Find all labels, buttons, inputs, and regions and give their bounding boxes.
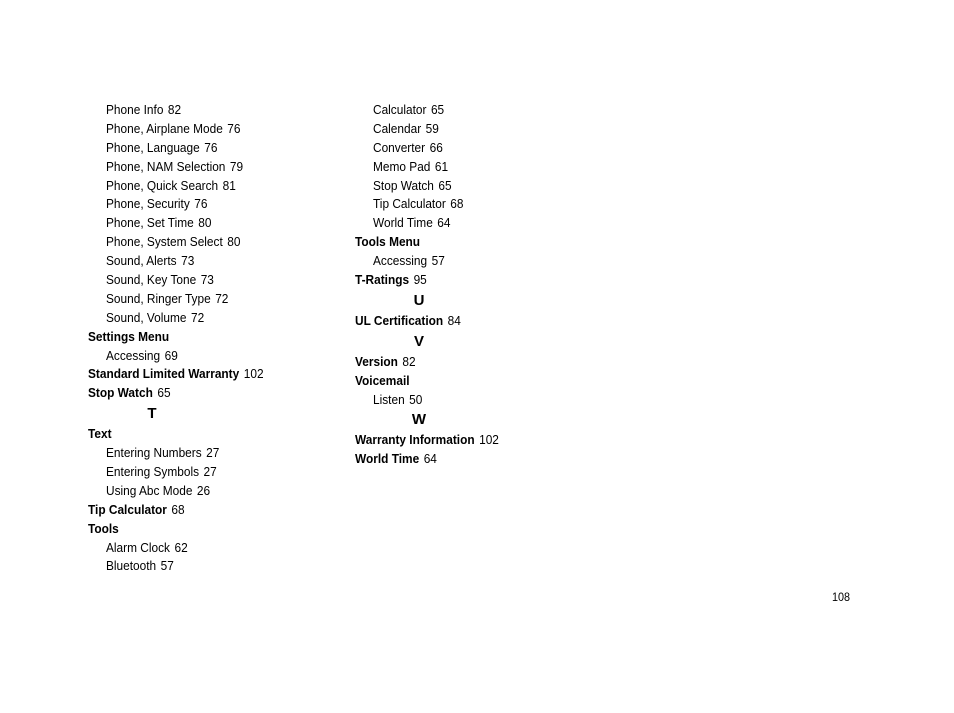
index-term: Settings Menu xyxy=(88,328,170,344)
index-page-ref: 76 xyxy=(204,139,218,155)
index-subentry xyxy=(88,290,304,309)
index-section-letter: W xyxy=(411,411,427,429)
index-page-ref: 57 xyxy=(160,558,174,574)
index-term: Calendar xyxy=(373,120,422,136)
index-page-ref: 59 xyxy=(425,120,439,136)
index-page-ref: 84 xyxy=(447,312,461,328)
index-term: Tip Calculator xyxy=(88,501,167,517)
index-page-ref: 95 xyxy=(413,272,427,288)
index-subentry xyxy=(88,195,304,214)
index-page-ref: 61 xyxy=(434,158,449,174)
index-entry xyxy=(355,450,571,469)
index-column-left xyxy=(88,101,328,576)
index-subentry xyxy=(88,233,304,252)
index-entry xyxy=(355,353,571,372)
index-section-letter: T xyxy=(147,405,157,423)
index-entry xyxy=(88,501,304,520)
index-term: Standard Limited Warranty xyxy=(88,366,240,382)
index-term: Voicemail xyxy=(355,372,410,388)
index-subentry xyxy=(355,158,571,177)
index-column-right xyxy=(355,101,595,469)
index-term: Phone, System Select xyxy=(106,234,223,250)
index-subentry xyxy=(88,177,304,196)
index-entry xyxy=(88,365,304,384)
page-number: 108 xyxy=(832,590,851,604)
index-term: Phone Info xyxy=(106,102,164,117)
index-term: Using Abc Mode xyxy=(106,482,193,498)
index-term: Alarm Clock xyxy=(106,539,170,555)
index-section-letter: V xyxy=(413,332,424,350)
index-subentry xyxy=(355,101,571,120)
index-subentry xyxy=(88,101,304,120)
index-term: Accessing xyxy=(106,347,161,363)
index-page-ref: 76 xyxy=(194,196,208,212)
index-subentry xyxy=(88,271,304,290)
index-term: Calculator xyxy=(373,102,427,117)
index-page-ref: 102 xyxy=(243,366,264,382)
index-term: Phone, Language xyxy=(106,139,200,155)
index-term: Phone, Security xyxy=(106,196,190,212)
index-page-ref: 64 xyxy=(423,451,437,467)
index-page-ref: 79 xyxy=(229,158,244,174)
index-term: Accessing xyxy=(373,253,428,269)
index-term: T-Ratings xyxy=(355,272,410,288)
index-term: Version xyxy=(355,353,398,369)
index-term: World Time xyxy=(373,215,433,231)
index-subentry xyxy=(88,482,304,501)
index-term: Sound, Key Tone xyxy=(106,272,197,288)
index-term: Tip Calculator xyxy=(373,196,446,212)
index-page-ref: 65 xyxy=(157,385,171,401)
index-term: Phone, Quick Search xyxy=(106,177,219,193)
index-section-letter: U xyxy=(413,291,425,309)
index-entry xyxy=(355,233,571,252)
index-subentry xyxy=(355,391,571,410)
index-term: Bluetooth xyxy=(106,558,157,574)
index-term: Text xyxy=(88,426,112,442)
index-subentry xyxy=(88,309,304,328)
index-page-ref: 62 xyxy=(174,539,188,555)
index-page-ref: 27 xyxy=(203,464,217,480)
index-subentry xyxy=(88,158,304,177)
index-term: Entering Numbers xyxy=(106,445,202,461)
index-term: Stop Watch xyxy=(373,177,434,193)
index-subentry xyxy=(88,139,304,158)
index-term: Converter xyxy=(373,139,426,155)
index-term: Warranty Information xyxy=(355,432,475,448)
index-term: Listen xyxy=(373,391,405,407)
index-page-ref: 73 xyxy=(181,253,195,269)
index-page-ref: 65 xyxy=(430,102,445,117)
index-term: Stop Watch xyxy=(88,385,153,401)
index-entry xyxy=(88,384,304,403)
index-page-ref: 69 xyxy=(164,347,178,363)
index-subentry xyxy=(88,557,304,576)
index-page-ref: 72 xyxy=(191,309,205,325)
index-subentry xyxy=(88,539,304,558)
index-page-ref: 82 xyxy=(402,353,416,369)
index-term: World Time xyxy=(355,451,420,467)
index-page-ref: 65 xyxy=(438,177,452,193)
index-page-ref: 64 xyxy=(437,215,451,231)
index-subentry xyxy=(88,444,304,463)
index-page-ref: 80 xyxy=(227,234,241,250)
index-entry xyxy=(355,372,571,391)
index-page-ref: 66 xyxy=(429,139,443,155)
index-page-ref: 76 xyxy=(227,120,241,136)
index-subentry xyxy=(355,120,571,139)
index-page-ref: 50 xyxy=(409,391,423,407)
index-term: Entering Symbols xyxy=(106,464,200,480)
index-page-ref: 68 xyxy=(171,501,185,517)
index-term: Memo Pad xyxy=(373,158,431,174)
index-page-ref: 81 xyxy=(222,177,236,193)
index-subentry xyxy=(355,252,571,271)
index-page-ref: 72 xyxy=(215,290,229,306)
index-entry xyxy=(355,271,571,290)
index-subentry xyxy=(88,120,304,139)
index-subentry xyxy=(88,252,304,271)
index-term: Sound, Volume xyxy=(106,309,187,325)
index-subentry xyxy=(355,195,571,214)
index-subentry xyxy=(355,139,571,158)
index-page-ref: 82 xyxy=(167,102,182,117)
index-term: Phone, NAM Selection xyxy=(106,158,226,174)
index-term: UL Certification xyxy=(355,312,444,328)
index-entry xyxy=(88,425,304,444)
index-entry xyxy=(355,312,571,331)
index-page-ref: 73 xyxy=(200,272,214,288)
index-subentry xyxy=(88,214,304,233)
index-term: Phone, Set Time xyxy=(106,215,194,231)
index-entry xyxy=(88,328,304,347)
index-entry xyxy=(88,520,304,539)
index-term: Tools xyxy=(88,520,119,536)
index-page-ref: 57 xyxy=(431,253,445,269)
index-subentry xyxy=(88,347,304,366)
index-page-ref: 27 xyxy=(206,445,220,461)
index-term: Phone, Airplane Mode xyxy=(106,120,223,136)
index-page-ref: 68 xyxy=(450,196,464,212)
index-page-ref: 26 xyxy=(196,482,211,498)
index-page-ref: 80 xyxy=(198,215,212,231)
index-term: Tools Menu xyxy=(355,234,421,250)
index-subentry xyxy=(355,214,571,233)
index-term: Sound, Ringer Type xyxy=(106,290,211,306)
index-subentry xyxy=(355,177,571,196)
index-term: Sound, Alerts xyxy=(106,253,177,269)
index-page-ref: 102 xyxy=(479,432,499,448)
index-entry xyxy=(355,431,571,450)
index-subentry xyxy=(88,463,304,482)
